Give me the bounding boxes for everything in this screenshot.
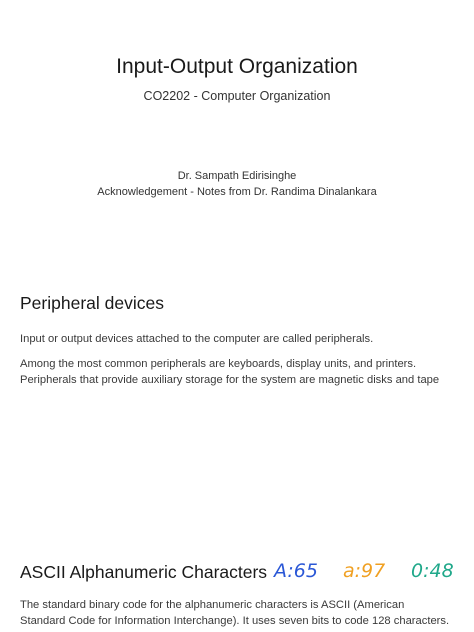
course-subtitle: CO2202 - Computer Organization xyxy=(143,89,331,103)
peripheral-devices-heading: Peripheral devices xyxy=(20,293,164,313)
handwritten-annotation-zero: 0:48 xyxy=(411,560,454,582)
acknowledgement-text: Acknowledgement - Notes from Dr. Randima Dinalankara xyxy=(97,186,377,198)
author-name: Dr. Sampath Edirisinghe xyxy=(177,170,297,182)
ascii-description-text: The standard binary code for the alphanumeric characters is ASCII (American Standard Code for Information Interchange). It uses seven bits to code 128 characters. xyxy=(20,599,450,627)
title-slide xyxy=(0,0,474,270)
page-title: Input-Output Organization xyxy=(116,55,358,78)
handwritten-annotation-lowercase-a: a:97 xyxy=(343,560,386,582)
common-peripherals-text: Among the most common peripherals are keyboards, display units, and printers. Peripherals that provide auxiliary storage for the system are magnetic disks and tape xyxy=(20,358,440,386)
handwritten-annotation-uppercase-a: A:65 xyxy=(274,560,318,582)
peripherals-definition-text: Input or output devices attached to the computer are called peripherals. xyxy=(20,333,374,345)
ascii-heading: ASCII Alphanumeric Characters xyxy=(20,562,268,582)
